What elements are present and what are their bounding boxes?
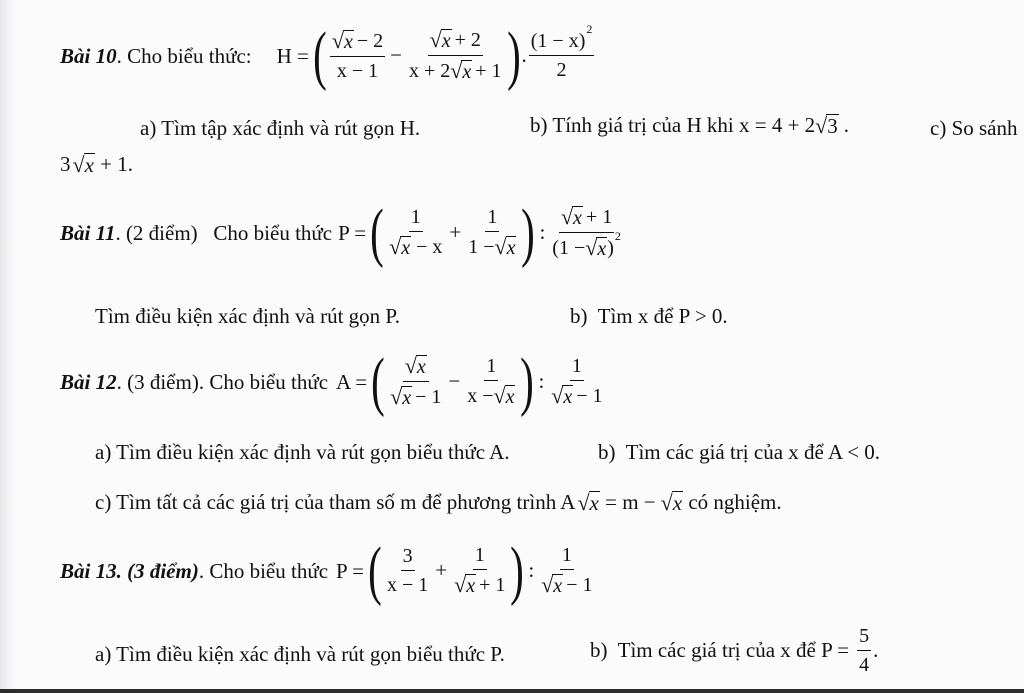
bai12-fraction-1: √ x √ x − 1 [390,353,442,410]
bai10-question-c: c) So sánh [930,116,1018,140]
page-bottom-edge [0,689,1024,693]
bai12-header [60,345,607,419]
bai10-right-paren: ) [506,19,521,93]
bai12-question-b: b) Tìm các giá trị của x để A < 0. [598,440,881,464]
bai10-title: Bài 10 [60,43,117,68]
bai12-title: Bài 12 [60,369,117,394]
bai11-fraction-2: 1 1 − √ x [468,206,516,260]
bai12-question-c: c) Tìm tất cả các giá trị của tham số m để phương trình A √ x = m − √ x có nghiệm. [95,490,782,515]
bai10-fraction-2: √ x + 2 x + 2 √ x + 1 [408,27,502,84]
bai13-title: Bài 13. [60,558,122,583]
bai10-question-b: b) Tính giá trị của H khi x = 4 + 2 √ 3 . [530,113,849,138]
bai11-question-b: b) Tìm x để P > 0. [570,304,728,328]
bai10-header [60,19,596,93]
bai10-fraction-1: √ x − 2 x − 1 [331,28,384,83]
bai13-fraction-1: $\frac{3}{x - 1}$ [387,545,429,597]
bai10-expression: ( √ x − 2 x − 1 − √ x + 2 x + 2 √ x + 1 ) . (1 − x) 2 2 [313,19,593,93]
bai11-title-suffix: . (2 điểm) Cho biểu thức [115,220,333,245]
bai11-expression: ( 1 √ x − x + 1 1 − √ x ) : √ x + 1 (1 − √ x ) 2 [370,196,621,270]
bai13-expression: ( $\frac{3}{x - 1}$ + 1 √ x + 1 ) : 1 √ x − 1 [368,534,593,608]
bai12-title-suffix: . (3 điểm). Cho biểu thức [116,369,329,394]
bai10-fraction-3: (1 − x) 2 2 [530,22,593,82]
bai13-question-b: b) Tìm các giá trị của x để P = $\frac{5}{4}$ . [590,624,879,676]
bai10-title-suffix: . Cho biểu thức: [116,43,252,68]
bai10-lhs: H = [276,43,309,68]
bai13-fraction-2: 1 √ x + 1 [454,544,506,598]
bai10-question-a: a) Tìm tập xác định và rút gọn H. [140,116,421,140]
bai13-points: (3 điểm) [121,558,199,583]
bai11-fraction-3: √ x + 1 (1 − √ x ) 2 [552,204,621,261]
bai11-title: Bài 11 [60,220,116,245]
bai12-fraction-3: 1 √ x − 1 [551,355,603,409]
bai12-question-a: a) Tìm điều kiện xác định và rút gọn biểu thức A. [95,440,510,464]
bai10-question-c-continued: 3 √ x + 1. [60,152,133,177]
bai13-title-suffix: . Cho biểu thức [198,558,329,583]
bai13-fraction-3: 1 √ x − 1 [541,544,593,598]
bai13-header [60,534,596,608]
bai11-lhs: P = [338,220,367,245]
bai12-lhs: A = [336,369,368,394]
bai13-lhs: P = [336,558,365,583]
bai11-fraction-1: 1 √ x − x [389,206,443,260]
bai13-fraction-five-quarters: $\frac{5}{4}$ [859,624,870,676]
bai12-fraction-2: 1 x − √ x [467,355,515,409]
bai10-left-paren: ( [313,19,327,93]
bai11-header [60,196,625,270]
bai12-expression: ( √ x √ x − 1 − 1 x − √ x ) : 1 √ x − 1 [371,345,603,419]
bai13-question-a: a) Tìm điều kiện xác định và rút gọn biểu thức P. [95,642,505,666]
bai11-question-a: Tìm điều kiện xác định và rút gọn P. [95,304,401,328]
